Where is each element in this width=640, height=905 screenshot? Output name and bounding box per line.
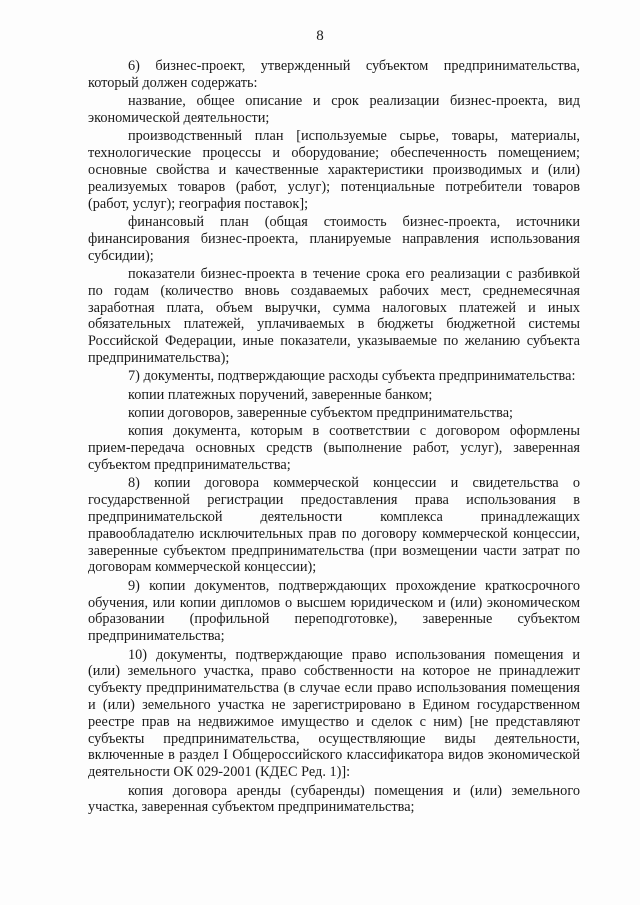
paragraph-payment-orders: копии платежных поручений, заверенные банком; (128, 386, 433, 403)
paragraph-lease-copy: копия договора аренды (субаренды) помещения и (или) земельного участка, заверенная субъектом предпринимательства; (88, 782, 580, 816)
paragraph-production-plan: производственный план [используемые сырье, товары, материалы, технологические процессы и оборудование; обеспеченность помещением; основные свойства и качественные характеристики производимых и (или) реализуемых товаров (работ, услуг); потенциальные потребители товаров (работ, услуг); география поставок]; (88, 128, 580, 212)
paragraph-transfer-document: копия документа, которым в соответствии с договором оформлены прием-передача основных средств (выполнение работ, услуг), заверенная субъектом предпринимательства; (88, 423, 580, 474)
paragraph-item-9: 9) копии документов, подтверждающих прохождение краткосрочного обучения, или копии дипломов о высшем юридическом и (или) экономическом образовании (профильной переподготовке), заверенные субъектом предпринимательства; (88, 577, 580, 645)
document-body (88, 58, 580, 818)
paragraph-contracts: копии договоров, заверенные субъектом предпринимательства; (128, 405, 514, 422)
paragraph-item-10: 10) документы, подтверждающие право использования помещения и (или) земельного участка, право собственности на которое не принадлежит субъекту предпринимательства (в случае если право использования помещения и (или) земельного участка не зарегистрировано в Едином государственном реестре прав на недвижимое имущество и сделок с ним) [не представляют субъекты предпринимательства, осуществляющие виды деятельности, включенные в раздел I Общероссийского классификатора видов экономической деятельности ОК 029-2001 (КДЕС Ред. 1)]: (88, 646, 580, 781)
paragraph-indicators: показатели бизнес-проекта в течение срока его реализации с разбивкой по годам (количество вновь создаваемых рабочих мест, среднемесячная заработная плата, объем выручки, сумма налоговых платежей и иных обязательных платежей, уплачиваемых в бюджеты бюджетной системы Российской Федерации, иные показатели, указываемые по желанию субъекта предпринимательства); (88, 265, 580, 366)
paragraph-name: название, общее описание и срок реализации бизнес-проекта, вид экономической деятельности; (88, 93, 580, 126)
paragraph-financial-plan: финансовый план (общая стоимость бизнес-проекта, источники финансирования бизнес-проекта, планируемые направления использования субсидии); (88, 213, 580, 264)
paragraph-item-7: 7) документы, подтверждающие расходы субъекта предпринимательства: (128, 368, 576, 385)
paragraph-item-8: 8) копии договора коммерческой концессии и свидетельства о государственной регистрации предоставления права использования в предпринимательской деятельности комплекса принадлежащих правообладателю исключительных прав по договору коммерческой концессии, заверенные субъектом предпринимательства (при возмещении части затрат по договорам коммерческой концессии); (88, 475, 580, 576)
page-number: 8 (316, 28, 324, 44)
paragraph-item-6: 6) бизнес-проект, утвержденный субъектом предпринимательства, который должен содержать: (88, 58, 580, 91)
